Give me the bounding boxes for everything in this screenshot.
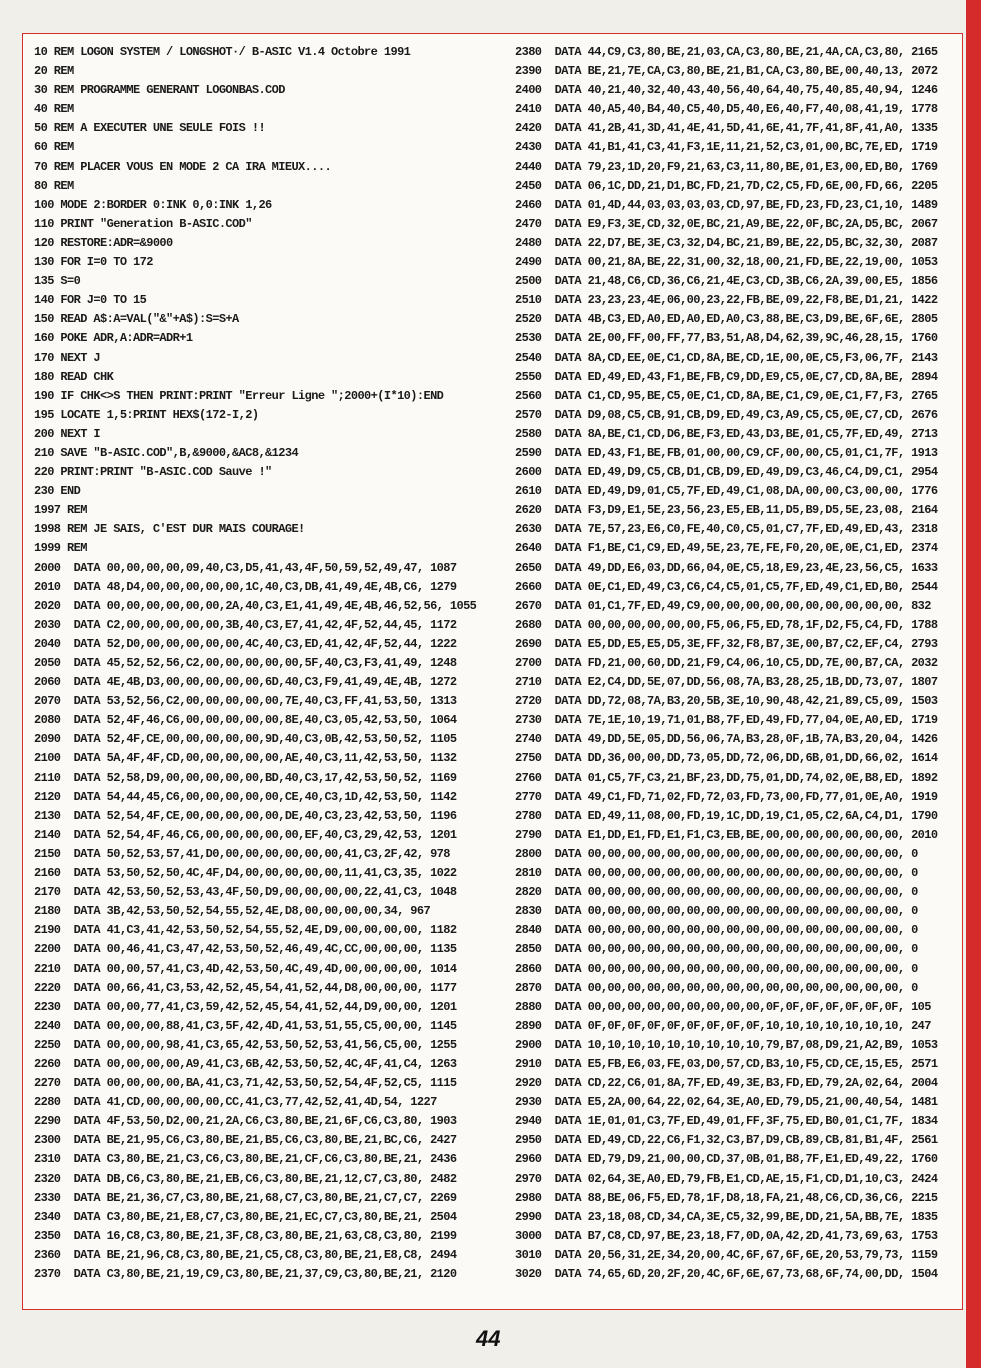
listing-column-right [515,43,960,1284]
code-line: 2700 DATA FD,21,00,60,DD,21,F9,C4,06,10,C5,DD,7E,00,B7,CA, 2032 [515,656,938,670]
code-line: 2840 DATA 00,00,00,00,00,00,00,00,00,00,00,00,00,00,00,00, 0 [515,923,918,938]
code-line: 2050 DATA 45,52,52,56,C2,00,00,00,00,00,5F,40,C3,F3,41,49, 1248 [34,656,457,670]
code-line: 20 REM [34,64,74,79]
code-line: 2410 DATA 40,A5,40,B4,40,C5,40,D5,40,E6,40,F7,40,08,41,19, 1778 [515,102,938,117]
code-line: 2810 DATA 00,00,00,00,00,00,00,00,00,00,00,00,00,00,00,00, 0 [515,866,918,881]
code-line: 2830 DATA 00,00,00,00,00,00,00,00,00,00,00,00,00,00,00,00, 0 [515,904,918,919]
code-line: 2290 DATA 4F,53,50,D2,00,21,2A,C6,C3,80,BE,21,6F,C6,C3,80, 1903 [34,1114,457,1129]
code-line: 2530 DATA 2E,00,FF,00,FF,77,B3,51,A8,D4,62,39,9C,46,28,15, 1760 [515,331,938,346]
code-line: 2430 DATA 41,B1,41,C3,41,F3,1E,11,21,52,C3,01,00,BC,7E,ED, 1719 [515,140,938,155]
code-line: 2660 DATA 0E,C1,ED,49,C3,C6,C4,C5,01,C5,7F,ED,49,C1,ED,B0, 2544 [515,579,938,594]
code-line: 130 FOR I=0 TO 172 [34,255,153,270]
code-line: 2630 DATA 7E,57,23,E6,C0,FE,40,C0,C5,01,C7,7F,ED,49,ED,43, 2318 [515,522,938,537]
code-line: 2150 DATA 50,52,53,57,41,D0,00,00,00,00,00,00,41,C3,2F,42, 978 [34,846,450,861]
code-line: 2740 DATA 49,DD,5E,05,DD,56,06,7A,B3,28,0F,1B,7A,B3,20,04, 1426 [515,732,938,747]
code-line: 110 PRINT "Generation B-ASIC.COD" [34,216,252,231]
code-line: 2820 DATA 00,00,00,00,00,00,00,00,00,00,00,00,00,00,00,00, 0 [515,885,918,900]
code-line: 1997 REM [34,503,87,518]
code-line: 2770 DATA 49,C1,FD,71,02,FD,72,03,FD,73,00,FD,77,01,0E,A0, 1919 [515,789,938,804]
code-line: 2480 DATA 22,D7,BE,3E,C3,32,D4,BC,21,B9,BE,22,D5,BC,32,30, 2087 [515,235,938,250]
code-line: 2170 DATA 42,53,50,52,53,43,4F,50,D9,00,00,00,00,22,41,C3, 1048 [34,885,457,900]
code-line: 2220 DATA 00,66,41,C3,53,42,52,45,54,41,52,44,D8,00,00,00, 1177 [34,980,457,995]
code-line: 2780 DATA ED,49,11,08,00,FD,19,1C,DD,19,C1,05,C2,6A,C4,D1, 1790 [515,808,938,823]
code-line: 2650 DATA 49,DD,E6,03,DD,66,04,0E,C5,18,E9,23,4E,23,56,C5, 1633 [515,560,938,575]
code-line: 2460 DATA 01,4D,44,03,03,03,03,CD,97,BE,FD,23,FD,23,C1,10, 1489 [515,197,938,212]
code-line: 2240 DATA 00,00,00,88,41,C3,5F,42,4D,41,53,51,55,C5,00,00, 1145 [34,1018,457,1033]
code-line: 2370 DATA C3,80,BE,21,19,C9,C3,80,BE,21,37,C9,C3,80,BE,21, 2120 [34,1267,457,1281]
code-line: 2970 DATA 02,64,3E,A0,ED,79,FB,E1,CD,AE,15,F1,CD,D1,10,C3, 2424 [515,1171,938,1186]
code-line: 2710 DATA E2,C4,DD,5E,07,DD,56,08,7A,B3,28,25,1B,DD,73,07, 1807 [515,675,938,690]
code-line: 2180 DATA 3B,42,53,50,52,54,55,52,4E,D8,00,00,00,00,34, 967 [34,904,431,919]
code-line: 30 REM PROGRAMME GENERANT LOGONBAS.COD [34,83,285,98]
code-line: 2100 DATA 5A,4F,4F,CD,00,00,00,00,00,AE,40,C3,11,42,53,50, 1132 [34,751,457,766]
code-line: 2590 DATA ED,43,F1,BE,FB,01,00,00,C9,CF,00,00,C5,01,C1,7F, 1913 [515,445,938,460]
code-line: 2900 DATA 10,10,10,10,10,10,10,10,10,79,B7,08,D9,21,A2,B9, 1053 [515,1037,938,1052]
code-line: 210 SAVE "B-ASIC.COD",B,&9000,&AC8,&1234 [34,445,299,460]
code-line: 2550 DATA ED,49,ED,43,F1,BE,FB,C9,DD,E9,C5,0E,C7,CD,8A,BE, 2894 [515,369,938,384]
code-line: 50 REM A EXECUTER UNE SEULE FOIS !! [34,121,266,136]
code-line: 2420 DATA 41,2B,41,3D,41,4E,41,5D,41,6E,41,7F,41,8F,41,A0, 1335 [515,121,938,136]
code-line: 2400 DATA 40,21,40,32,40,43,40,56,40,64,40,75,40,85,40,94, 1246 [515,83,938,98]
code-line: 2510 DATA 23,23,23,4E,06,00,23,22,FB,BE,09,22,F8,BE,D1,21, 1422 [515,293,938,308]
code-line: 2960 DATA ED,79,D9,21,00,00,CD,37,0B,01,B8,7F,E1,ED,49,22, 1760 [515,1152,938,1167]
code-line: 2330 DATA BE,21,36,C7,C3,80,BE,21,68,C7,C3,80,BE,21,C7,C7, 2269 [34,1190,457,1205]
code-line: 2860 DATA 00,00,00,00,00,00,00,00,00,00,00,00,00,00,00,00, 0 [515,961,918,976]
code-line: 120 RESTORE:ADR=&9000 [34,235,173,250]
code-line: 10 REM LOGON SYSTEM / LONGSHOT·/ B-ASIC V1.4 Octobre 1991 [34,45,411,59]
code-line: 2470 DATA E9,F3,3E,CD,32,0E,BC,21,A9,BE,22,0F,BC,2A,D5,BC, 2067 [515,216,938,231]
code-line: 2500 DATA 21,48,C6,CD,36,C6,21,4E,C3,CD,3B,C6,2A,39,00,E5, 1856 [515,274,938,289]
code-line: 2120 DATA 54,44,45,C6,00,00,00,00,00,CE,40,C3,1D,42,53,50, 1142 [34,789,457,804]
code-line: 2990 DATA 23,18,08,CD,34,CA,3E,C5,32,99,BE,DD,21,5A,BB,7E, 1835 [515,1209,938,1224]
code-line: 2870 DATA 00,00,00,00,00,00,00,00,00,00,00,00,00,00,00,00, 0 [515,980,918,995]
code-line: 2260 DATA 00,00,00,00,A9,41,C3,6B,42,53,50,52,4C,4F,41,C4, 1263 [34,1056,457,1071]
code-line: 100 MODE 2:BORDER 0:INK 0,0:INK 1,26 [34,197,272,212]
code-line: 2750 DATA DD,36,00,00,DD,73,05,DD,72,06,DD,6B,01,DD,66,02, 1614 [515,751,938,766]
code-line: 2210 DATA 00,00,57,41,C3,4D,42,53,50,4C,49,4D,00,00,00,00, 1014 [34,961,457,976]
code-line: 2380 DATA 44,C9,C3,80,BE,21,03,CA,C3,80,BE,21,4A,CA,C3,80, 2165 [515,45,938,59]
code-line: 80 REM [34,178,74,193]
code-line: 40 REM [34,102,74,117]
code-line: 2490 DATA 00,21,8A,BE,22,31,00,32,18,00,21,FD,BE,22,19,00, 1053 [515,255,938,270]
code-line: 2060 DATA 4E,4B,D3,00,00,00,00,00,6D,40,C3,F9,41,49,4E,4B, 1272 [34,675,457,690]
code-line: 3010 DATA 20,56,31,2E,34,20,00,4C,6F,67,6F,6E,20,53,79,73, 1159 [515,1247,938,1262]
code-line: 180 READ CHK [34,369,114,384]
code-line: 190 IF CHK<>S THEN PRINT:PRINT "Erreur Ligne ";2000+(I*10):END [34,388,444,403]
code-line: 150 READ A$:A=VAL("&"+A$):S=S+A [34,312,239,327]
code-line: 2140 DATA 52,54,4F,46,C6,00,00,00,00,00,EF,40,C3,29,42,53, 1201 [34,827,457,842]
code-line: 2680 DATA 00,00,00,00,00,00,F5,06,F5,ED,78,1F,D2,F5,C4,FD, 1788 [515,617,938,632]
code-line: 2030 DATA C2,00,00,00,00,00,3B,40,C3,E7,41,42,4F,52,44,45, 1172 [34,617,457,632]
code-line: 2080 DATA 52,4F,46,C6,00,00,00,00,00,8E,40,C3,05,42,53,50, 1064 [34,713,457,728]
code-line: 2130 DATA 52,54,4F,CE,00,00,00,00,00,DE,40,C3,23,42,53,50, 1196 [34,808,457,823]
code-line: 2250 DATA 00,00,00,98,41,C3,65,42,53,50,52,53,41,56,C5,00, 1255 [34,1037,457,1052]
code-line: 170 NEXT J [34,350,101,365]
code-line: 2340 DATA C3,80,BE,21,E8,C7,C3,80,BE,21,EC,C7,C3,80,BE,21, 2504 [34,1209,457,1224]
code-line: 2320 DATA DB,C6,C3,80,BE,21,EB,C6,C3,80,BE,21,12,C7,C3,80, 2482 [34,1171,457,1186]
code-line: 2310 DATA C3,80,BE,21,C3,C6,C3,80,BE,21,CF,C6,C3,80,BE,21, 2436 [34,1152,457,1167]
code-line: 2440 DATA 79,23,1D,20,F9,21,63,C3,11,80,BE,01,E3,00,ED,B0, 1769 [515,159,938,174]
code-line: 60 REM [34,140,74,155]
code-line: 195 LOCATE 1,5:PRINT HEX$(172-I,2) [34,407,259,422]
code-line: 1998 REM JE SAIS, C'EST DUR MAIS COURAGE! [34,522,305,537]
code-line: 2790 DATA E1,DD,E1,FD,E1,F1,C3,EB,BE,00,00,00,00,00,00,00, 2010 [515,827,938,842]
code-line: 2160 DATA 53,50,52,50,4C,4F,D4,00,00,00,00,00,11,41,C3,35, 1022 [34,866,457,881]
code-line: 3020 DATA 74,65,6D,20,2F,20,4C,6F,6E,67,73,68,6F,74,00,DD, 1504 [515,1267,938,1281]
code-line: 2270 DATA 00,00,00,00,BA,41,C3,71,42,53,50,52,54,4F,52,C5, 1115 [34,1076,457,1091]
code-line: 2880 DATA 00,00,00,00,00,00,00,00,00,0F,0F,0F,0F,0F,0F,0F, 105 [515,999,931,1014]
code-line: 2570 DATA D9,08,C5,CB,91,CB,D9,ED,49,C3,A9,C5,C5,0E,C7,CD, 2676 [515,407,938,422]
code-line: 2610 DATA ED,49,D9,01,C5,7F,ED,49,C1,08,DA,00,00,C3,00,00, 1776 [515,484,938,499]
code-line: 200 NEXT I [34,426,101,441]
code-line: 2040 DATA 52,D0,00,00,00,00,00,4C,40,C3,ED,41,42,4F,52,44, 1222 [34,636,457,651]
code-line: 2300 DATA BE,21,95,C6,C3,80,BE,21,B5,C6,C3,80,BE,21,BC,C6, 2427 [34,1133,457,1148]
code-line: 160 POKE ADR,A:ADR=ADR+1 [34,331,193,346]
code-line: 2890 DATA 0F,0F,0F,0F,0F,0F,0F,0F,0F,10,10,10,10,10,10,10, 247 [515,1018,931,1033]
code-line: 220 PRINT:PRINT "B-ASIC.COD Sauve !" [34,465,272,480]
code-line: 2200 DATA 00,46,41,C3,47,42,53,50,52,46,49,4C,CC,00,00,00, 1135 [34,942,457,957]
page-edge-bar [966,0,981,1368]
code-line: 2640 DATA F1,BE,C1,C9,ED,49,5E,23,7E,FE,F0,20,0E,0E,C1,ED, 2374 [515,541,938,556]
code-line: 2950 DATA ED,49,CD,22,C6,F1,32,C3,B7,D9,CB,89,CB,81,B1,4F, 2561 [515,1133,938,1148]
code-line: 2800 DATA 00,00,00,00,00,00,00,00,00,00,00,00,00,00,00,00, 0 [515,846,918,861]
code-line: 2850 DATA 00,00,00,00,00,00,00,00,00,00,00,00,00,00,00,00, 0 [515,942,918,957]
code-line: 2230 DATA 00,00,77,41,C3,59,42,52,45,54,41,52,44,D9,00,00, 1201 [34,999,457,1014]
page-number: 44 [476,1326,501,1351]
code-line: 3000 DATA B7,C8,CD,97,BE,23,18,F7,0D,0A,42,2D,41,73,69,63, 1753 [515,1228,938,1243]
code-line: 2520 DATA 4B,C3,ED,A0,ED,A0,ED,A0,C3,88,BE,C3,D9,BE,6F,6E, 2805 [515,312,938,327]
code-line: 2020 DATA 00,00,00,00,00,00,2A,40,C3,E1,41,49,4E,4B,46,52,56, 1055 [34,598,477,613]
code-line: 2110 DATA 52,58,D9,00,00,00,00,00,BD,40,C3,17,42,53,50,52, 1169 [34,770,457,785]
code-line: 2090 DATA 52,4F,CE,00,00,00,00,00,9D,40,C3,0B,42,53,50,52, 1105 [34,732,457,747]
code-line: 2730 DATA 7E,1E,10,19,71,01,B8,7F,ED,49,FD,77,04,0E,A0,ED, 1719 [515,713,938,728]
code-line: 2190 DATA 41,C3,41,42,53,50,52,54,55,52,4E,D9,00,00,00,00, 1182 [34,923,457,938]
code-line: 2620 DATA F3,D9,E1,5E,23,56,23,E5,EB,11,D5,B9,D5,5E,23,08, 2164 [515,503,938,518]
code-line: 2450 DATA 06,1C,DD,21,D1,BC,FD,21,7D,C2,C5,FD,6E,00,FD,66, 2205 [515,178,938,193]
code-line: 2070 DATA 53,52,56,C2,00,00,00,00,00,7E,40,C3,FF,41,53,50, 1313 [34,694,457,709]
code-line: 2280 DATA 41,CD,00,00,00,00,CC,41,C3,77,42,52,41,4D,54, 1227 [34,1095,437,1110]
code-line: 2560 DATA C1,CD,95,BE,C5,0E,C1,CD,8A,BE,C1,C9,0E,C1,F7,F3, 2765 [515,388,938,403]
code-line: 135 S=0 [34,274,81,289]
code-line: 2910 DATA E5,FB,E6,03,FE,03,D0,57,CD,B3,10,F5,CD,CE,15,E5, 2571 [515,1056,938,1071]
code-line: 2600 DATA ED,49,D9,C5,CB,D1,CB,D9,ED,49,D9,C3,46,C4,D9,C1, 2954 [515,465,938,480]
code-line: 2720 DATA DD,72,08,7A,B3,20,5B,3E,10,90,48,42,21,89,C5,09, 1503 [515,694,938,709]
listing-column-left [34,43,504,1284]
code-line: 140 FOR J=0 TO 15 [34,293,147,308]
code-line: 2690 DATA E5,DD,E5,E5,D5,3E,FF,32,F8,B7,3E,00,B7,C2,EF,C4, 2793 [515,636,938,651]
bleed-through-text [0,0,540,30]
code-line: 2670 DATA 01,C1,7F,ED,49,C9,00,00,00,00,00,00,00,00,00,00, 832 [515,598,931,613]
code-line: 230 END [34,484,81,499]
code-line: 2360 DATA BE,21,96,C8,C3,80,BE,21,C5,C8,C3,80,BE,21,E8,C8, 2494 [34,1247,457,1262]
code-line: 2580 DATA 8A,BE,C1,CD,D6,BE,F3,ED,43,D3,BE,01,C5,7F,ED,49, 2713 [515,426,938,441]
code-line: 2980 DATA 88,BE,06,F5,ED,78,1F,D8,18,FA,21,48,C6,CD,36,C6, 2215 [515,1190,938,1205]
code-line: 2010 DATA 48,D4,00,00,00,00,00,1C,40,C3,DB,41,49,4E,4B,C6, 1279 [34,579,457,594]
code-line: 2920 DATA CD,22,C6,01,8A,7F,ED,49,3E,B3,FD,ED,79,2A,02,64, 2004 [515,1076,938,1091]
code-line: 2760 DATA 01,C5,7F,C3,21,BF,23,DD,75,01,DD,74,02,0E,B8,ED, 1892 [515,770,938,785]
code-line: 2930 DATA E5,2A,00,64,22,02,64,3E,A0,ED,79,D5,21,00,40,54, 1481 [515,1095,938,1110]
code-line: 70 REM PLACER VOUS EN MODE 2 CA IRA MIEUX.... [34,159,332,174]
code-line: 1999 REM [34,541,87,556]
code-line: 2390 DATA BE,21,7E,CA,C3,80,BE,21,B1,CA,C3,80,BE,00,40,13, 2072 [515,64,938,79]
code-line: 2350 DATA 16,C8,C3,80,BE,21,3F,C8,C3,80,BE,21,63,C8,C3,80, 2199 [34,1228,457,1243]
code-line: 2940 DATA 1E,01,01,C3,7F,ED,49,01,FF,3F,75,ED,B0,01,C1,7F, 1834 [515,1114,938,1129]
code-line: 2540 DATA 8A,CD,EE,0E,C1,CD,8A,BE,CD,1E,00,0E,C5,F3,06,7F, 2143 [515,350,938,365]
code-line: 2000 DATA 00,00,00,00,09,40,C3,D5,41,43,4F,50,59,52,49,47, 1087 [34,560,457,575]
